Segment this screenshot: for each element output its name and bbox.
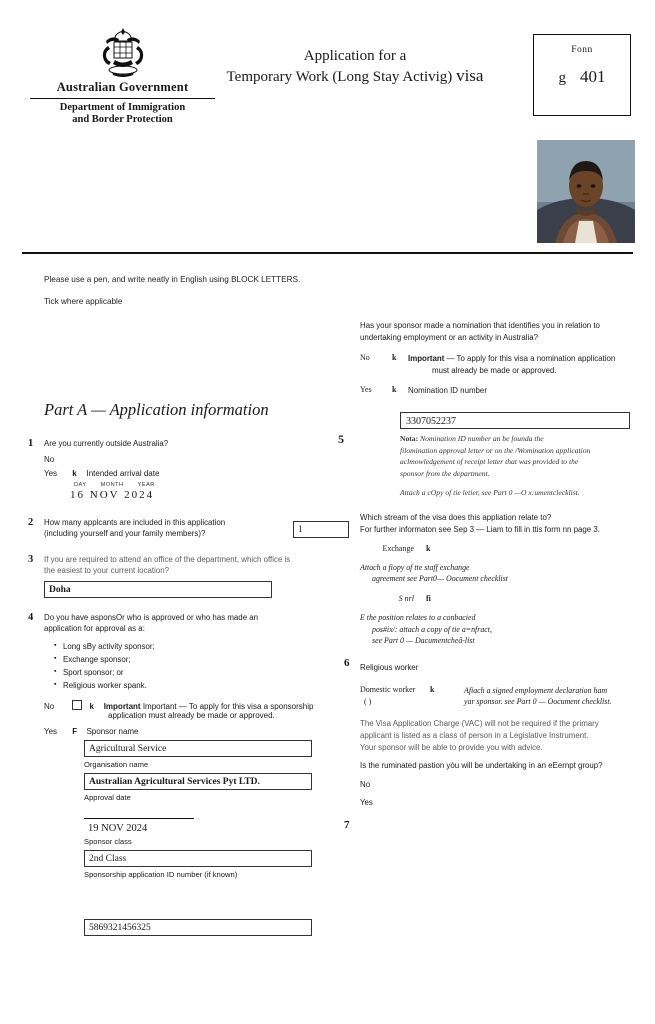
australian-coat-of-arms-icon	[84, 26, 162, 78]
question-4-no-label: No	[44, 701, 55, 711]
date-day-header: DAY	[74, 481, 87, 488]
sponsorship-id-label: Sponsorship application ID number (if known)	[84, 869, 238, 879]
instruction-line-1: Please use a pen, and write neatly in English using BLOCK LETTERS.	[44, 275, 301, 284]
stream-sport-line2: pos#ix/: attach a copy of tie a=nfract,	[372, 624, 492, 634]
instruction-line-2: Tick where applicable	[44, 297, 123, 306]
list-item: ▪ Long sBy activity sponsor;	[54, 640, 329, 653]
question-4-no-mark-icon: k	[89, 701, 94, 711]
form-number-value: 401	[580, 67, 606, 86]
question-4-yes-text: Sponsor name	[86, 726, 139, 736]
question-1-yes-option[interactable]	[44, 469, 329, 478]
nomination-note-label: Nota:	[400, 434, 419, 444]
intended-arrival-date-value: 16 NOV 2024	[70, 488, 155, 501]
question-4-yes-mark-icon: F	[72, 726, 78, 736]
vac-text-line1: The Visa Application Charge (VAC) will not be required if the primary	[360, 719, 599, 729]
question-2-text-line1: How many applcants are included in this application	[44, 517, 226, 527]
date-year-header: YEAR	[137, 481, 155, 488]
question-1-number: 1	[28, 438, 34, 449]
list-item: ▪ Sport sponsor; or	[54, 666, 329, 679]
sponsor-class-input[interactable]: 2nd Class	[84, 850, 312, 867]
stream-domestic-line1: Afiach a signed employment declaration ham	[464, 685, 608, 695]
stream-exchange-label: Exchange	[382, 543, 414, 553]
stream-exchange-line2: agreement see Part0— Oocument checklist	[372, 574, 508, 583]
form-title	[200, 46, 510, 87]
question-4-no-text-line1: Important — To apply for this visa a sponsorship	[142, 701, 314, 711]
stream-religious-option[interactable]	[344, 656, 635, 675]
nomination-note-line3: aclmowledgement of receipt letter that was provided to the	[400, 457, 579, 467]
stream-religious-label: Religious worker	[360, 662, 419, 672]
question-1-yes-text: Intended arrival date	[86, 468, 160, 478]
vac-no-option[interactable]: No	[360, 779, 371, 789]
government-branding	[30, 26, 215, 126]
question-4-number: 4	[28, 611, 34, 623]
left-column	[28, 400, 329, 948]
question-4-important-label: Important	[103, 701, 141, 711]
intended-arrival-date-field[interactable]	[70, 482, 329, 501]
question-2	[28, 516, 329, 540]
question-2-number: 2	[28, 516, 34, 528]
nomination-note	[400, 433, 635, 498]
stream-exchange-line1: Attach a fiopy of tte staff exchange	[360, 562, 470, 572]
office-location-input[interactable]: Doha	[44, 581, 272, 598]
stream-exchange-option[interactable]	[360, 544, 635, 585]
sponsor-name-input[interactable]: Agricultural Service	[84, 740, 312, 757]
nomination-note-line5: Attach a cOpy of tie letier, see Part 0 —O x:umentclecklist.	[400, 488, 580, 497]
branding-divider	[30, 98, 215, 99]
header-divider	[22, 252, 633, 254]
organisation-name-label: Organisation name	[84, 759, 149, 769]
approval-date-rule	[84, 818, 194, 819]
question-1-yes-tick-icon: k	[72, 468, 77, 478]
question-4-yes-label: Yes	[44, 726, 58, 736]
stream-question-line1: Which stream of the visa does this appliation relate to?	[360, 513, 552, 523]
page-header	[0, 0, 655, 135]
stream-question-line2: For further informaton see Sep 3 — Liam to fill in ttis form nn page 3.	[360, 525, 600, 534]
nomination-no-mark-icon: k	[392, 353, 397, 363]
question-1-text: Are you currently outside Australia?	[44, 439, 169, 448]
vac-question: Is the ruminated pastion yòu will be undertaking in an eEernpt group?	[360, 761, 603, 771]
applicant-count-input[interactable]: 1	[293, 521, 349, 538]
list-item: ▪ Exchange sponsor;	[54, 653, 329, 666]
nomination-id-input[interactable]: 3307052237	[400, 412, 630, 429]
question-1	[28, 438, 329, 501]
question-7-number: 7	[344, 819, 350, 831]
question-3-text-line2: the easiest to your current location?	[44, 566, 170, 575]
date-month-header: MONTH	[100, 481, 124, 488]
vac-text-line3: Your sponsor will be able to provide you with advice.	[360, 742, 543, 752]
form-word-label: Fonn	[571, 45, 593, 55]
nomination-no-text-line2: must already be made or approved.	[432, 365, 557, 375]
question-5-number: 5	[338, 432, 344, 447]
question-4-text-line1: Do you have asponsOr who is approved or who has made an	[44, 612, 259, 622]
part-a-heading: Part A — Application information	[44, 400, 269, 419]
question-4-no-option[interactable]	[44, 700, 329, 720]
sponsor-type-list	[54, 640, 329, 692]
applicant-photo	[537, 140, 635, 243]
question-1-no-label: No	[44, 454, 55, 464]
nomination-question-line1: Has your sponsor made a nomination that identifies you in relation to	[360, 321, 600, 330]
question-1-yes-label: Yes	[44, 468, 58, 478]
sponsor-class-label: Sponsor class	[84, 836, 132, 846]
question-6-number: 6	[344, 656, 350, 669]
question-4-text-line2: application for approval as a:	[44, 624, 145, 633]
stream-sport-mark-icon: fi	[426, 594, 431, 604]
stream-exchange-mark-icon: k	[426, 543, 431, 553]
approval-date-label: Approval date	[84, 792, 131, 802]
nomination-no-option[interactable]	[360, 353, 635, 376]
question-4-no-checkbox[interactable]	[72, 700, 82, 710]
nomination-no-label: No	[360, 353, 370, 363]
department-label-line1: Department of Immigration	[59, 102, 186, 113]
department-label-line2: and Border Protection	[72, 114, 173, 125]
vac-yes-option[interactable]: Yes	[360, 798, 373, 808]
stream-domestic-subcheck[interactable]: ( )	[364, 697, 372, 707]
stream-domestic-label: Domestic worker	[360, 684, 416, 694]
question-3-number: 3	[28, 553, 34, 565]
list-item: ▪ Religious worker spank.	[54, 679, 329, 692]
form-title-line2: Temporary Work (Long Stay Activig)	[226, 69, 453, 85]
question-2-text-line2: (including yourself and your family members)?	[44, 529, 206, 538]
stream-sport-line3: see Part 0 — Dacumentcheâ-list	[372, 636, 475, 646]
form-g-label: g	[558, 70, 566, 86]
right-column	[338, 320, 635, 839]
organisation-name-input[interactable]: Australian Agricultural Services Pyt LTD.	[84, 773, 312, 790]
nomination-note-line1: Nomination ID number an be founda the	[420, 434, 544, 444]
question-4-yes-option[interactable]	[44, 727, 329, 736]
form-number-box	[533, 34, 631, 116]
question-3-text-line1: If you are required to attend an office of the department, which office is	[44, 554, 291, 564]
question-4-no-text-line2: application must already be made or approved.	[108, 710, 275, 720]
question-1-no-option[interactable]	[44, 455, 329, 464]
sponsorship-id-input[interactable]: 5869321456325	[84, 919, 312, 936]
stream-sport-label: S nrl	[398, 594, 414, 604]
nomination-yes-mark-icon: k	[392, 385, 397, 395]
stream-domestic-mark-icon: k	[430, 684, 435, 694]
nomination-note-line2: filomination approval letter or on the /Womination application	[400, 445, 591, 455]
approval-date-value[interactable]: 19 NOV 2024	[88, 822, 148, 834]
form-title-visa-word: visa	[456, 66, 484, 85]
stream-domestic-option[interactable]	[360, 685, 635, 707]
form-title-line1: Application for a	[303, 48, 407, 64]
stream-sport-option[interactable]	[360, 594, 635, 646]
nomination-no-text-line1: — To apply for this visa a nomination application	[446, 354, 616, 364]
nomination-note-line4: sponsor from the department.	[400, 468, 490, 478]
instructions-block	[44, 272, 344, 310]
vac-text-line2: applicant is listed as a class of person in a Legislative Instrument.	[360, 731, 589, 741]
question-3	[28, 553, 329, 598]
nomination-yes-option[interactable]	[360, 385, 635, 403]
nomination-yes-text: Nomination ID number	[408, 386, 487, 396]
government-label: Australian Government	[56, 80, 189, 94]
nomination-yes-label: Yes	[360, 385, 372, 395]
stream-sport-line1: E the position relates to a conbacied	[360, 613, 476, 623]
question-4	[28, 611, 329, 936]
nomination-no-important-label: Important	[408, 354, 445, 364]
nomination-question-line2: undertaking employment or an activity in Australia?	[360, 332, 539, 342]
stream-domestic-line2: yar sponsor. see Part 0 — Oocument checklist.	[464, 697, 612, 707]
